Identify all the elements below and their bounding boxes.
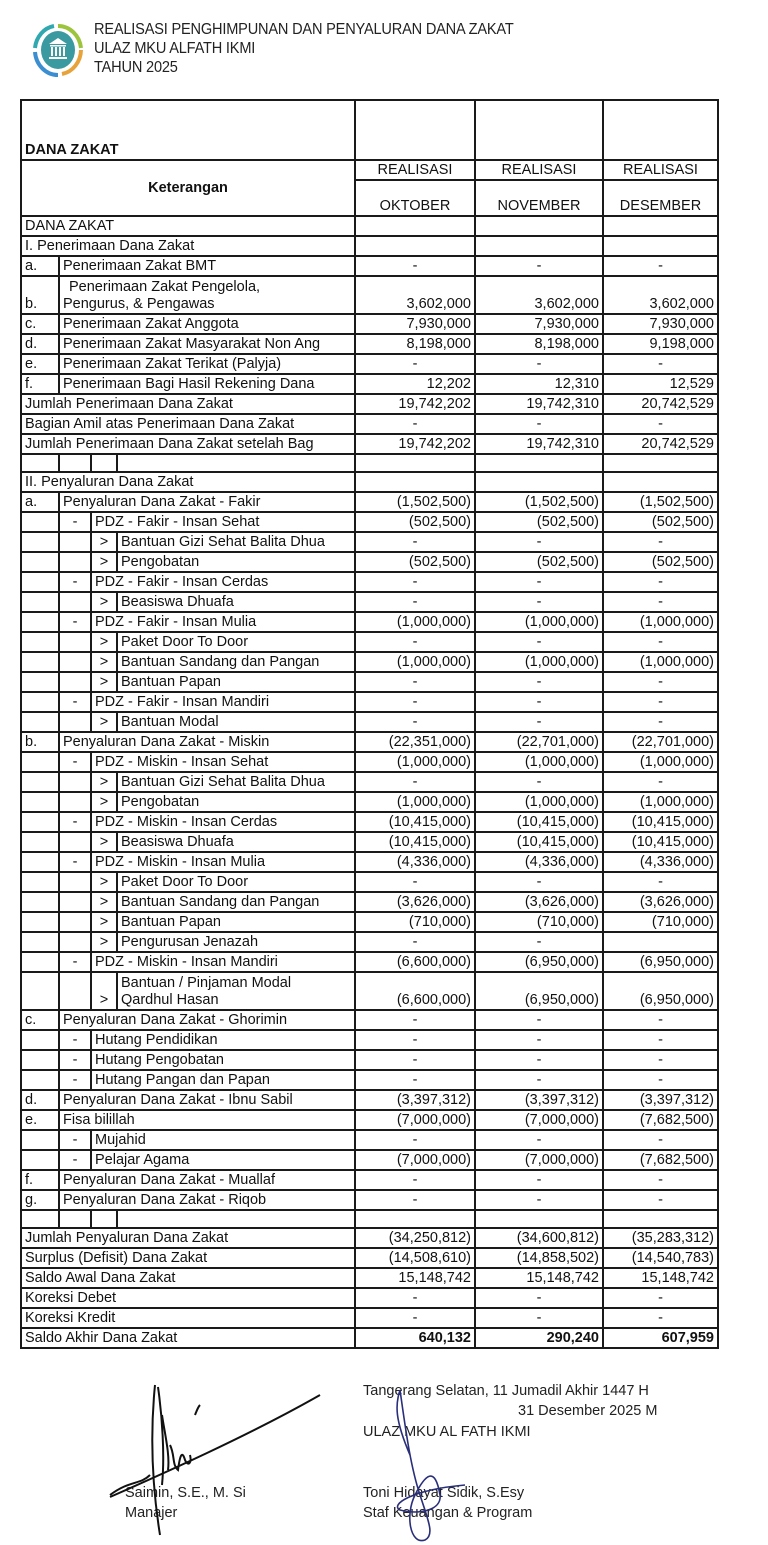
table-row: - PDZ - Fakir - Insan Mulia (1,000,000) (1,000,000) (1,000,000) [21, 612, 718, 632]
table-row: > Bantuan Modal - - - [21, 712, 718, 732]
institution-building-icon [32, 22, 84, 78]
table-row: - PDZ - Miskin - Insan Sehat (1,000,000) (1,000,000) (1,000,000) [21, 752, 718, 772]
table-row: Koreksi Kredit - - - [21, 1308, 718, 1328]
column-header-row [21, 160, 718, 180]
section-title: DANA ZAKAT [21, 100, 355, 160]
table-row: > Bantuan Gizi Sehat Balita Dhua - - - [21, 772, 718, 792]
total-row: Jumlah Penyaluran Dana Zakat (34,250,812) (34,600,812) (35,283,312) [21, 1228, 718, 1248]
table-row: Koreksi Debet - - - [21, 1288, 718, 1308]
table-row: c. Penerimaan Zakat Anggota 7,930,000 7,930,000 7,930,000 [21, 314, 718, 334]
keterangan-header: Keterangan [21, 160, 355, 216]
table-row: > Bantuan Papan (710,000) (710,000) (710,000) [21, 912, 718, 932]
table-row: > Paket Door To Door - - - [21, 872, 718, 892]
place-date: Tangerang Selatan, 11 Jumadil Akhir 1447 H [363, 1383, 649, 1399]
staff-signature-icon [340, 1385, 480, 1545]
table-row: g. Penyaluran Dana Zakat - Riqob - - - [21, 1190, 718, 1210]
table-row: I. Penerimaan Dana Zakat [21, 236, 718, 256]
table-row: f. Penyaluran Dana Zakat - Muallaf - - - [21, 1170, 718, 1190]
right-signer-name: Toni Hidayat Sidik, S.Esy [363, 1485, 525, 1501]
zakat-report-table [20, 99, 719, 1349]
table-row: > Pengobatan (1,000,000) (1,000,000) (1,000,000) [21, 792, 718, 812]
desember-header: DESEMBER [603, 180, 718, 216]
table-row: - Hutang Pengobatan - - - [21, 1050, 718, 1070]
table-row: - Hutang Pangan dan Papan - - - [21, 1070, 718, 1090]
right-signer-title: Staf Keuangan & Program [363, 1505, 533, 1521]
table-row: c. Penyaluran Dana Zakat - Ghorimin - - - [21, 1010, 718, 1030]
report-year: TAHUN 2025 [94, 59, 178, 76]
table-row: > Bantuan / Pinjaman Modal Qardhul Hasan (6,600,000) (6,950,000) (6,950,000) [21, 972, 718, 1010]
spacer-row [21, 454, 718, 472]
table-row: Bagian Amil atas Penerimaan Dana Zakat - - - [21, 414, 718, 434]
oktober-header-top: REALISASI [355, 160, 475, 180]
table-row: > Paket Door To Door - - - [21, 632, 718, 652]
table-row: b. Penyaluran Dana Zakat - Miskin (22,351,000) (22,701,000) (22,701,000) [21, 732, 718, 752]
total-row: Saldo Awal Dana Zakat 15,148,742 15,148,742 15,148,742 [21, 1268, 718, 1288]
table-row: b. Penerimaan Zakat Pengelola, Pengurus, & Pengawas 3,602,000 3,602,000 3,602,000 [21, 276, 718, 314]
total-row: Surplus (Defisit) Dana Zakat (14,508,610) (14,858,502) (14,540,783) [21, 1248, 718, 1268]
table-row: II. Penyaluran Dana Zakat [21, 472, 718, 492]
manager-signature-icon [100, 1375, 330, 1540]
table-row: - PDZ - Miskin - Insan Mulia (4,336,000) (4,336,000) (4,336,000) [21, 852, 718, 872]
report-title: REALISASI PENGHIMPUNAN DAN PENYALURAN DANA ZAKAT [94, 21, 514, 38]
table-row: > Bantuan Sandang dan Pangan (3,626,000) (3,626,000) (3,626,000) [21, 892, 718, 912]
table-row: > Pengurusan Jenazah - - [21, 932, 718, 952]
left-signer-name: Saimin, S.E., M. Si [125, 1485, 246, 1501]
spacer-row [21, 1210, 718, 1228]
table-row: e. Fisa bilillah (7,000,000) (7,000,000) (7,682,500) [21, 1110, 718, 1130]
organization-name: ULAZ MKU ALFATH IKMI [94, 40, 256, 57]
table-row: - PDZ - Miskin - Insan Mandiri (6,600,000) (6,950,000) (6,950,000) [21, 952, 718, 972]
date-masehi: 31 Desember 2025 M [518, 1403, 658, 1419]
table-row: - PDZ - Miskin - Insan Cerdas (10,415,000) (10,415,000) (10,415,000) [21, 812, 718, 832]
table-row: - Hutang Pendidikan - - - [21, 1030, 718, 1050]
november-header-top: REALISASI [475, 160, 603, 180]
left-signer-title: Manajer [125, 1505, 178, 1521]
total-row: Jumlah Penerimaan Dana Zakat setelah Bag 19,742,202 19,742,310 20,742,529 [21, 434, 718, 454]
november-header: NOVEMBER [475, 180, 603, 216]
table-title-row [21, 100, 718, 160]
table-row: e. Penerimaan Zakat Terikat (Palyja) - - - [21, 354, 718, 374]
table-row: DANA ZAKAT [21, 216, 718, 236]
table-row: > Bantuan Sandang dan Pangan (1,000,000) (1,000,000) (1,000,000) [21, 652, 718, 672]
table-row: f. Penerimaan Bagi Hasil Rekening Dana 12,202 12,310 12,529 [21, 374, 718, 394]
table-row: > Beasiswa Dhuafa - - - [21, 592, 718, 612]
table-row: d. Penyaluran Dana Zakat - Ibnu Sabil (3,397,312) (3,397,312) (3,397,312) [21, 1090, 718, 1110]
table-row: > Bantuan Papan - - - [21, 672, 718, 692]
table-row: - Pelajar Agama (7,000,000) (7,000,000) (7,682,500) [21, 1150, 718, 1170]
saldo-akhir-row: Saldo Akhir Dana Zakat 640,132 290,240 607,959 [21, 1328, 718, 1348]
total-row: Jumlah Penerimaan Dana Zakat 19,742,202 19,742,310 20,742,529 [21, 394, 718, 414]
table-row: - PDZ - Fakir - Insan Sehat (502,500) (502,500) (502,500) [21, 512, 718, 532]
table-row: > Bantuan Gizi Sehat Balita Dhua - - - [21, 532, 718, 552]
table-row: > Beasiswa Dhuafa (10,415,000) (10,415,000) (10,415,000) [21, 832, 718, 852]
table-row: d. Penerimaan Zakat Masyarakat Non Ang 8,198,000 8,198,000 9,198,000 [21, 334, 718, 354]
table-row: a. Penyaluran Dana Zakat - Fakir (1,502,500) (1,502,500) (1,502,500) [21, 492, 718, 512]
table-row: - Mujahid - - - [21, 1130, 718, 1150]
table-row: > Pengobatan (502,500) (502,500) (502,500) [21, 552, 718, 572]
table-row: a. Penerimaan Zakat BMT - - - [21, 256, 718, 276]
organization-signature: ULAZ MKU AL FATH IKMI [363, 1424, 531, 1440]
desember-header-top: REALISASI [603, 160, 718, 180]
oktober-header: OKTOBER [355, 180, 475, 216]
table-row: - PDZ - Fakir - Insan Mandiri - - - [21, 692, 718, 712]
table-row: - PDZ - Fakir - Insan Cerdas - - - [21, 572, 718, 592]
